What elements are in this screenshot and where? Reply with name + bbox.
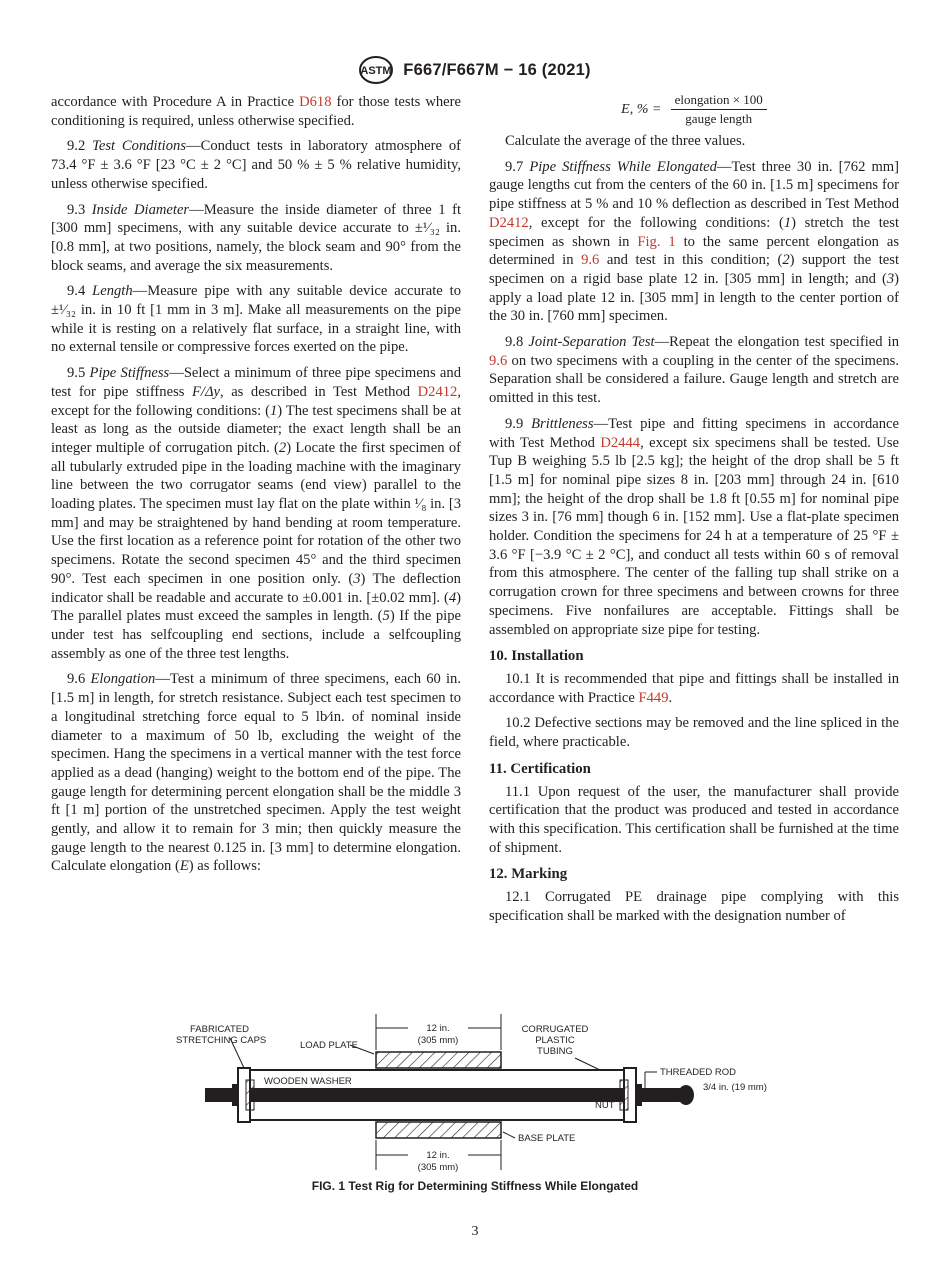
base-plate [376, 1122, 501, 1138]
label-nut: NUT [595, 1100, 615, 1111]
nut-right [636, 1084, 642, 1106]
left-column [51, 93, 461, 883]
figure-1-test-rig [160, 1010, 790, 1180]
section-heading-marking: 12. Marking [489, 866, 568, 883]
label-base-plate: BASE PLATE [518, 1133, 576, 1144]
paragraph-9-8: 9.8 Joint-Separation Test—Repeat the elongation test specified in 9.6 on two specimens with a coupling in the center of the specimens. Separation shall be considered a failure. Gauge length and stretch are omitted in this test. [489, 334, 900, 407]
wooden-washer-right [620, 1080, 628, 1110]
paragraph-9-2: 9.2 Test Conditions—Conduct tests in laboratory atmosphere of 73.4 °F ± 3.6 °F [23 °C ± 2 °C] and 50 % ± 5 % relative humidity, unless otherwise specified. [51, 138, 461, 192]
link-f449[interactable]: F449 [638, 689, 669, 706]
link-d618[interactable]: D618 [299, 94, 332, 110]
paragraph-9-6: 9.6 Elongation—Test a minimum of three specimens, each 60 in. [1.5 m] in length, for stretch resistance. Subject each test specimen to a longitudinal stretching force equal to 5 lb⁄in. of nominal inside diameter to a maximum of 50 lb, excluding the weight of the specimen. Hang the specimens in a vertical manner with the test force applied as a dead (hanging) weight to the bottom end of the pipe. The gauge length for determining percent elongation shall be the middle 3 ft [1 m] portion of the unstretched specimen. Apply the test weight gently, and allow it to remain for 3 min; then quickly measure the gauge length to the nearest 0.125 in. [3 mm] to determine elongation. Calculate elongation (E) as follows: [51, 671, 461, 875]
figure-caption: FIG. 1 Test Rig for Determining Stiffness While Elongated [311, 1179, 639, 1193]
label-load-plate: LOAD PLATE [300, 1040, 358, 1051]
link-fig-1[interactable]: Fig. 1 [637, 233, 676, 250]
label-rod-size: 3/4 in. (19 mm) [703, 1082, 767, 1093]
paragraph-9-9: 9.9 Brittleness—Test pipe and fitting specimens in accordance with Test Method D2444, except six specimens shall be tested. Use Tup B weighing 5.5 lb [2.5 kg]; the height of the drop shall be 5 ft [1.5 m] for nominal pipe sizes 8 in. [203 mm] through 24 in. [610 mm]; the height of the drop shall be 1.8 ft [0.55 m] for nominal pipe sizes 3 in. [76 mm] though 6 in. [152 mm]. Use a flat-plate specimen holder. Condition the specimens for 24 h at a temperature of 25 °F ± 3.6 °F [−3.9 °C ± 2 °C], and conduct all tests within 60 s of removal from this atmosphere. The center of the falling tup shall strike on a corrugation crown for three specimens and between crowns for three specimens. Five nonfailures are acceptable. Fittings shall be assembled on appropriate size pipe for testing. [489, 415, 900, 638]
document-designation: F667/F667M − 16 (2021) [403, 60, 591, 79]
nut-left [232, 1084, 238, 1106]
right-column [489, 93, 899, 932]
label-bottom-dimension: 12 in. [426, 1150, 450, 1161]
threaded-rod [205, 1088, 687, 1102]
elongation-equation: E, % = $\frac{\text{elongation × 100}}{\text{gauge length}}$ [489, 93, 899, 126]
label-top-dimension: 12 in. [426, 1023, 450, 1034]
label-top-dimension-metric: (305 mm) [417, 1035, 459, 1046]
label-stretching-caps: STRETCHING CAPS [176, 1035, 267, 1046]
link-d2444[interactable]: D2444 [600, 434, 641, 451]
svg-text:ASTM: ASTM [360, 65, 392, 77]
label-plastic: PLASTIC [535, 1035, 575, 1046]
label-wooden-washer: WOODEN WASHER [264, 1076, 352, 1087]
section-heading-certification: 11. Certification [489, 760, 591, 777]
link-9-6[interactable]: 9.6 [581, 252, 600, 269]
page-header [0, 56, 950, 84]
paragraph-average: Calculate the average of the three values. [505, 133, 746, 149]
paragraph-11-1: 11.1 Upon request of the user, the manufacturer shall provide certification that the product was produced and tested in accordance with this specification. This certification shall be furnished at the time of shipment. [489, 783, 899, 856]
link-9-6[interactable]: 9.6 [489, 352, 508, 369]
paragraph-10-2: 10.2 Defective sections may be removed and the line spliced in the field, where practicable. [489, 715, 899, 751]
paragraph-intro: accordance with Procedure A in Practice D618 for those tests where conditioning is required, unless otherwise specified. [51, 94, 461, 129]
paragraph-9-3: 9.3 Inside Diameter—Measure the inside diameter of three 1 ft [300 mm] specimens, with any suitable device accurate to ±¹⁄₃₂ in. [0.8 mm], at two positions, namely, the block seam and 90° from the block seams, and average the six measurements. [51, 201, 461, 274]
section-heading-installation: 10. Installation [489, 648, 584, 665]
label-tubing: TUBING [537, 1046, 573, 1057]
paragraph-9-7: 9.7 Pipe Stiffness While Elongated—Test three 30 in. [762 mm] gauge lengths cut from the centers of the 60 in. [1.5 m] specimens for pipe stiffness at 5 % and 10 % deflection as described in Test Method D2412, except for the following conditions: (1) stretch the test specimen as shown in Fig. 1 to the same percent elongation as determined in 9.6 and test in this condition; (2) support the test specimen on a rigid base plate 12 in. [305 mm] in length; and (3) apply a load plate 12 in. [305 mm] in length to the center portion of the 30 in. [760 mm] specimen. [489, 158, 900, 325]
paragraph-12-1: 12.1 Corrugated PE drainage pipe complying with this specification shall be marked with the designation number of [489, 889, 899, 924]
threaded-rod-end [678, 1085, 694, 1105]
label-bottom-dimension-metric: (305 mm) [417, 1162, 459, 1173]
link-d2412[interactable]: D2412 [417, 383, 458, 400]
label-threaded-rod: THREADED ROD [660, 1067, 737, 1078]
wooden-washer-left [246, 1080, 254, 1110]
load-plate [376, 1052, 501, 1068]
paragraph-9-4: 9.4 Length—Measure pipe with any suitable device accurate to ±¹⁄₃₂ in. in 10 ft [1 mm in 3 m]. Make all measurements on the pipe while it is resting on a relatively flat surface, in a straight line, with no external tensile or compressive forces exerted on the pipe. [51, 283, 461, 356]
paragraph-10-1: 10.1 It is recommended that pipe and fittings shall be installed in accordance with Practice F449. [489, 670, 899, 706]
label-corrugated: CORRUGATED [521, 1024, 589, 1035]
astm-logo-icon [359, 56, 393, 84]
link-d2412[interactable]: D2412 [489, 214, 529, 231]
page-number: 3 [471, 1224, 479, 1239]
label-fabricated: FABRICATED [190, 1024, 249, 1035]
paragraph-9-5: 9.5 Pipe Stiffness—Select a minimum of three pipe specimens and test for pipe stiffness F/Δy, as described in Test Method D2412, except for the following conditions: (1) The test specimens shall be at least as long as the outside diameter; the exact length shall be an integer multiple of corrugation pitch. (2) Locate the first specimen of all tubularly extruded pipe in the loading machine with the imaginary line between the two corrugator seams (end view) parallel to the loading plates. The specimen must lay flat on the plate within ¹⁄₈ in. [3 mm] and may be straightened by hand bending at room temperature. Use the first location as a reference point for rotation of the other two specimens. Rotate the second specimen 45° and the third specimen 90°. Test each specimen in one position only. (3) The deflection indicator shall be readable and accurate to ±0.001 in. [±0.02 mm]. (4) The parallel plates must exceed the samples in length. (5) If the pipe under test has selfcoupling end sections, include a selfcoupling assembly as one of the three test lengths. [51, 365, 462, 662]
